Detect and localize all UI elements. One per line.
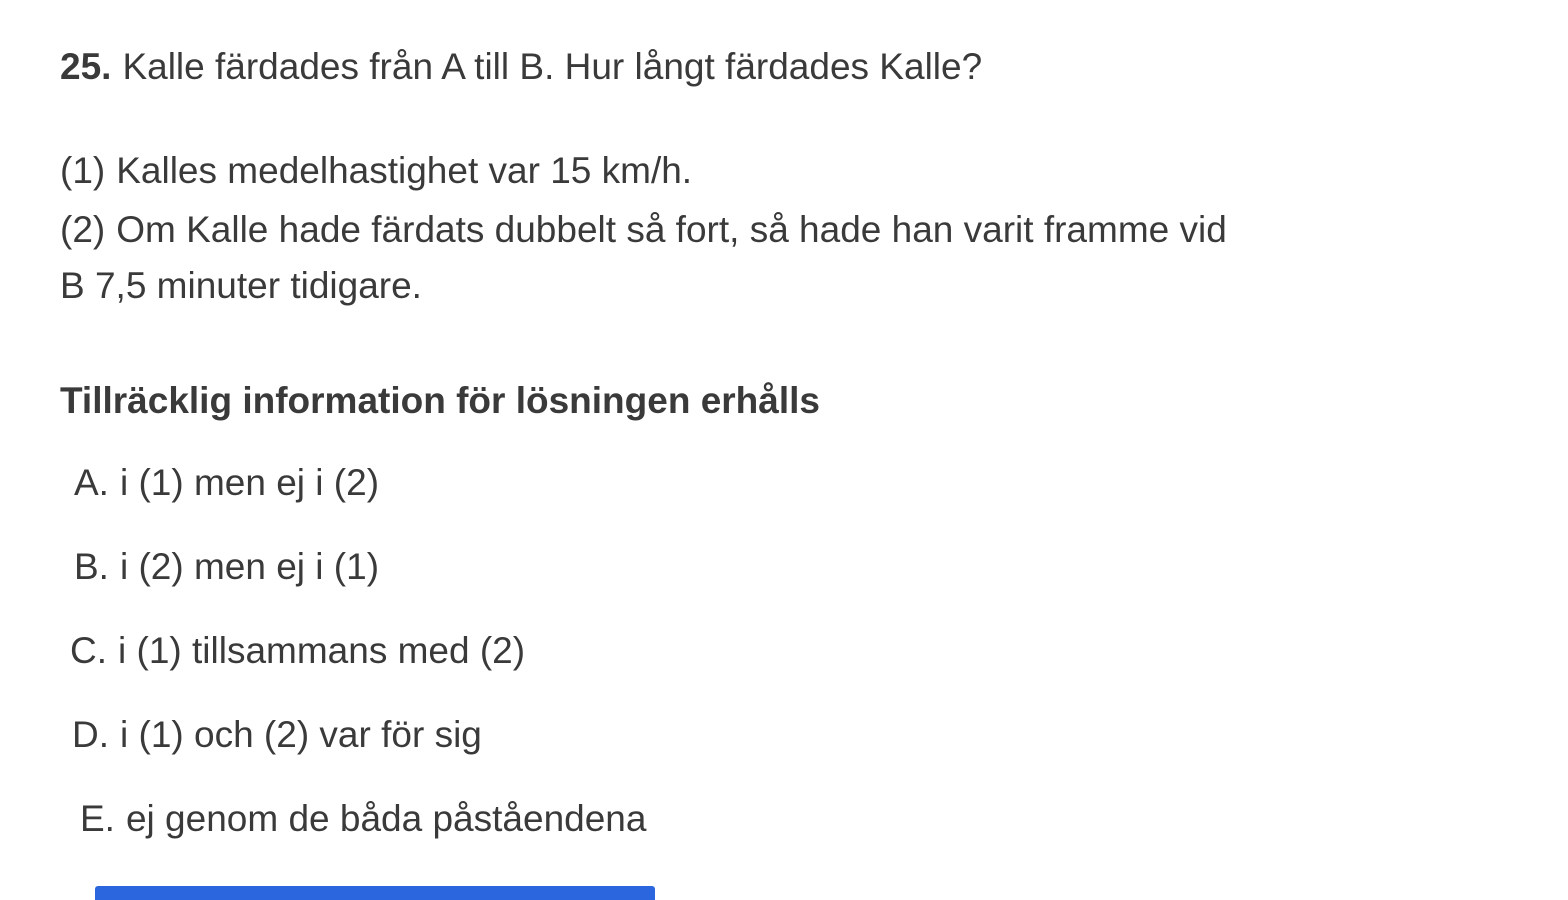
option-b[interactable] [74, 543, 379, 591]
option-b-letter: B. [74, 546, 109, 587]
option-e-letter: E. [80, 798, 115, 839]
option-a-letter: A. [74, 462, 109, 503]
option-d[interactable] [72, 711, 482, 759]
option-c[interactable] [70, 627, 525, 675]
option-e-text: ej genom de båda påståendena [125, 798, 647, 839]
option-c-letter: C. [70, 630, 107, 671]
statement-2 [60, 206, 1227, 254]
question-text: Kalle färdades från A till B. Hur långt färdades Kalle? [122, 46, 983, 87]
option-e[interactable] [80, 795, 646, 843]
sufficiency-heading [60, 377, 820, 425]
statement-1 [60, 147, 692, 195]
option-d-letter: D. [72, 714, 109, 755]
question-number: 25. [60, 46, 112, 87]
clipped-blue-button-top[interactable] [95, 886, 655, 900]
option-c-text: i (1) tillsammans med (2) [118, 630, 526, 671]
option-b-text: i (2) men ej i (1) [119, 546, 380, 587]
statement-1-text: Kalles medelhastighet var 15 km/h. [116, 150, 693, 191]
option-a-text: i (1) men ej i (2) [119, 462, 380, 503]
statement-2-continued [60, 262, 422, 310]
statement-1-label: (1) [60, 150, 106, 191]
statement-2-text-line-1: Om Kalle hade färdats dubbelt så fort, så hade han varit framme vid [116, 209, 1227, 250]
question-title [60, 43, 982, 91]
sufficiency-heading-text: Tillräcklig information för lösningen erhålls [60, 380, 820, 421]
option-a[interactable] [74, 459, 379, 507]
statement-2-label: (2) [60, 209, 106, 250]
option-d-text: i (1) och (2) var för sig [120, 714, 482, 755]
statement-2-text-line-2: B 7,5 minuter tidigare. [60, 265, 422, 306]
